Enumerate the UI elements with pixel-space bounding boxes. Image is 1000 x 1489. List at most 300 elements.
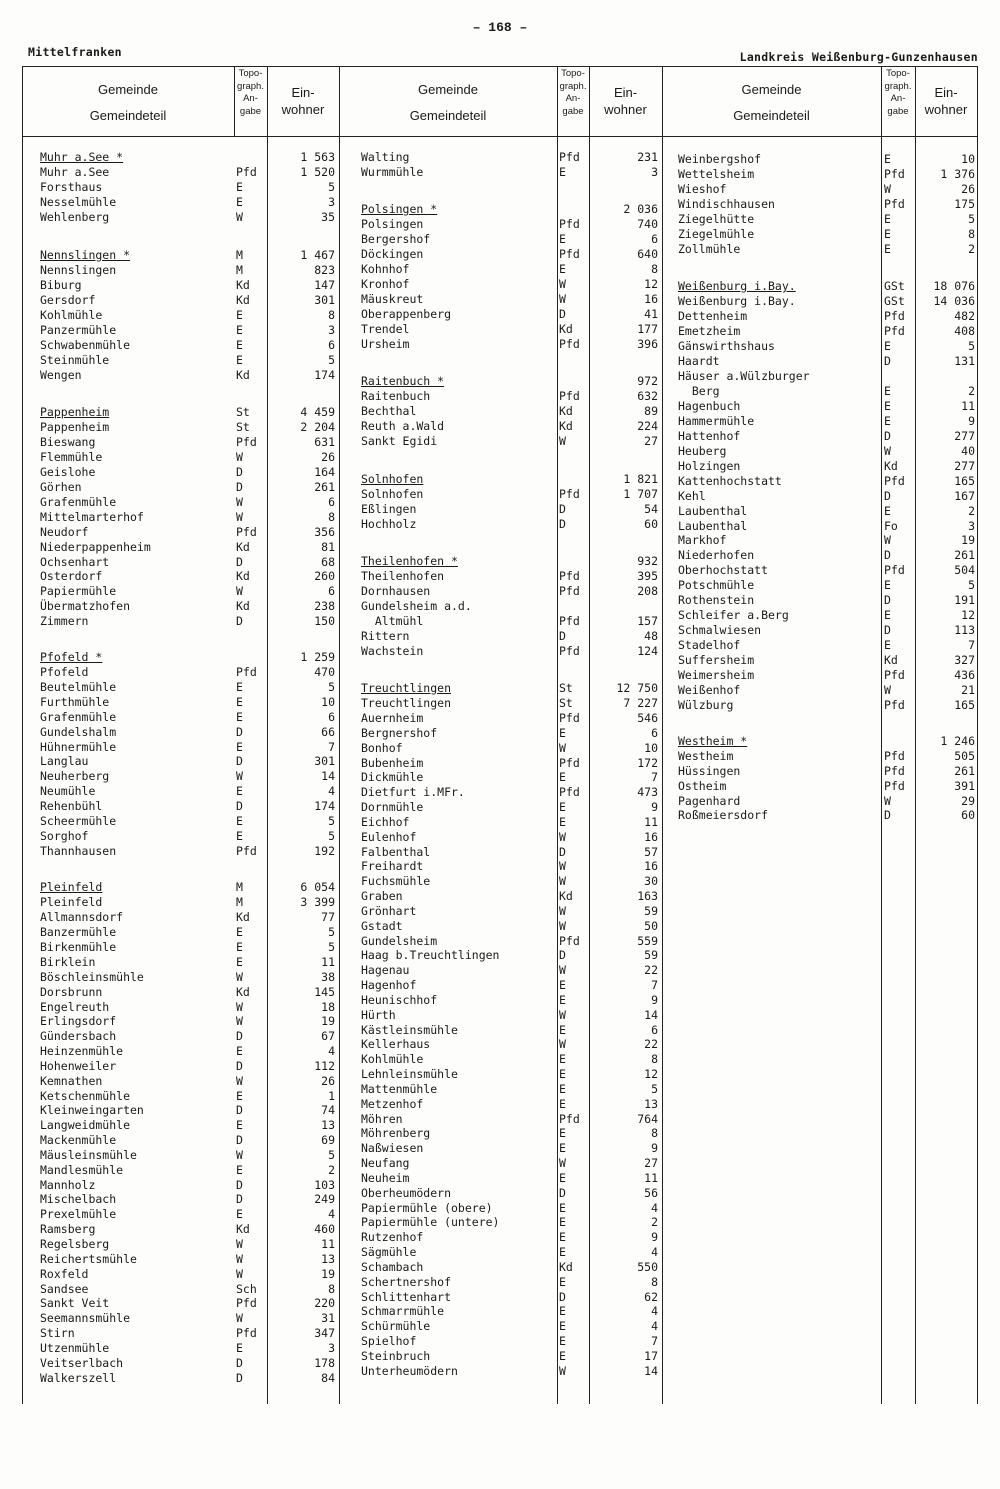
population-cell: 59	[644, 904, 658, 918]
topo-type-cell: Pfd	[236, 525, 257, 539]
population-cell: 301	[314, 293, 335, 307]
population-cell: 192	[314, 844, 335, 858]
gemeindeteil-name: Kemnathen	[40, 1074, 103, 1088]
population-cell: 4 459	[300, 405, 335, 419]
population-cell: 9	[651, 800, 658, 814]
gemeindeteil-name: Ketschenmühle	[40, 1089, 131, 1103]
topo-type-cell: D	[236, 465, 243, 479]
population-cell: 8	[328, 1282, 335, 1296]
population-cell: 31	[321, 1311, 335, 1325]
gemeindeteil-name: Dornhausen	[361, 584, 431, 598]
gemeindeteil-name: Schwabenmühle	[40, 338, 131, 352]
population-cell: 26	[961, 182, 975, 196]
gemeindeteil-name: Grafenmühle	[40, 710, 117, 724]
topo-type-cell: W	[236, 510, 243, 524]
gemeindeteil-name: Ursheim	[361, 337, 410, 351]
gemeinde-name: Pappenheim	[40, 405, 110, 419]
population-cell: 8	[968, 227, 975, 241]
topo-type-cell: W	[236, 1252, 243, 1266]
population-cell: 6	[651, 726, 658, 740]
population-cell: 4	[651, 1319, 658, 1333]
gemeindeteil-name: Ostheim	[678, 779, 727, 793]
population-cell: 5	[328, 829, 335, 843]
einwohner-line: Ein-	[291, 85, 315, 100]
topo-type-cell: Pfd	[559, 1112, 580, 1126]
topo-type-cell: Pfd	[884, 167, 905, 181]
gemeindeteil-name: Möhrenberg	[361, 1126, 431, 1140]
gemeindeteil-name: Lehnleinsmühle	[361, 1067, 458, 1081]
gemeindeteil-name: Steinbruch	[361, 1349, 431, 1363]
gemeinde-label: Gemeinde	[418, 82, 478, 97]
topo-type-cell: Pfd	[559, 785, 580, 799]
topo-line: An-	[565, 93, 581, 104]
topo-type-cell: Pfd	[559, 584, 580, 598]
population-cell: 2	[968, 242, 975, 256]
gemeindeteil-name: Stirn	[40, 1326, 75, 1340]
population-cell: 7 227	[623, 696, 658, 710]
population-cell: 1 520	[300, 165, 335, 179]
population-cell: 5	[328, 814, 335, 828]
gemeindeteil-name: Kronhof	[361, 277, 410, 291]
population-cell: 22	[644, 1037, 658, 1051]
topo-type-cell: M	[236, 895, 243, 909]
gemeindeteil-name: Dettenheim	[678, 309, 748, 323]
topo-type-cell: W	[559, 919, 566, 933]
topo-type-cell: E	[559, 1319, 566, 1333]
topo-type-cell: D	[236, 1059, 243, 1073]
population-cell: 482	[954, 309, 975, 323]
population-cell: 38	[321, 970, 335, 984]
topo-type-cell: D	[559, 629, 566, 643]
topo-type-cell: Pfd	[236, 435, 257, 449]
gemeindeteil-name: Seemannsmühle	[40, 1311, 131, 1325]
topo-type-cell: Pfd	[884, 197, 905, 211]
gemeindeteil-name: Theilenhofen	[361, 569, 445, 583]
gemeindeteil-name: Kellerhaus	[361, 1037, 431, 1051]
topo-type-cell: Pfd	[559, 389, 580, 403]
population-cell: 14	[644, 1008, 658, 1022]
topo-type-cell: D	[236, 555, 243, 569]
gemeindeteil-name: Furthmühle	[40, 695, 110, 709]
gemeindeteil-name: Schertnershof	[361, 1275, 452, 1289]
population-cell: 172	[637, 756, 658, 770]
topo-type-cell: E	[559, 1304, 566, 1318]
population-cell: 208	[637, 584, 658, 598]
gemeindeteil-name: Weißenburg i.Bay.	[678, 294, 796, 308]
topo-line: Topo-	[561, 68, 585, 79]
population-cell: 21	[961, 683, 975, 697]
population-cell: 224	[637, 419, 658, 433]
topo-line: graph.	[559, 80, 587, 92]
topo-type-cell: Pfd	[559, 150, 580, 164]
gemeindeteil-name: Hagenhof	[361, 978, 417, 992]
gemeindeteil-name: Flemmühle	[40, 450, 103, 464]
gemeindeteil-name: Schleifer a.Berg	[678, 608, 789, 622]
population-cell: 157	[637, 614, 658, 628]
gemeindeteil-name: Sandsee	[40, 1282, 89, 1296]
topo-type-cell: W	[236, 1311, 243, 1325]
topo-type-cell: W	[884, 794, 891, 808]
topo-type-cell: Pfd	[884, 749, 905, 763]
topo-type-cell: E	[559, 1334, 566, 1348]
topo-type-cell: W	[236, 495, 243, 509]
topo-type-cell: E	[884, 212, 891, 226]
population-cell: 504	[954, 563, 975, 577]
gemeindeteil-name: Altmühl	[361, 614, 424, 628]
gemeindeteil-name: Naßwiesen	[361, 1141, 424, 1155]
topo-type-cell: W	[559, 874, 566, 888]
gemeindeteil-name: Mäusleinsmühle	[40, 1148, 137, 1162]
topo-type-cell: D	[559, 307, 566, 321]
population-cell: 19	[321, 1267, 335, 1281]
topo-type-cell: W	[236, 1000, 243, 1014]
gemeindeteil-name: Döckingen	[361, 247, 424, 261]
topo-type-cell: E	[236, 1341, 243, 1355]
population-cell: 66	[321, 725, 335, 739]
topo-type-cell: D	[884, 593, 891, 607]
topo-type-cell: W	[236, 970, 243, 984]
topo-type-cell: Kd	[236, 368, 250, 382]
population-cell: 3 399	[300, 895, 335, 909]
gemeindeteil-label: Gemeindeteil	[733, 108, 810, 123]
topo-type-cell: Pfd	[236, 1326, 257, 1340]
population-cell: 238	[314, 599, 335, 613]
population-cell: 5	[328, 925, 335, 939]
gemeindeteil-name: Spielhof	[361, 1334, 417, 1348]
gemeindeteil-name: Oberheumödern	[361, 1186, 452, 1200]
topo-type-cell: W	[236, 1074, 243, 1088]
gemeindeteil-name: Bergnershof	[361, 726, 438, 740]
population-cell: 113	[954, 623, 975, 637]
col1-header-topo	[234, 66, 267, 136]
topo-type-cell: Pfd	[236, 1296, 257, 1310]
topo-type-cell: Kd	[559, 889, 573, 903]
gemeindeteil-name: Eichhof	[361, 815, 410, 829]
gemeindeteil-name: Grafenmühle	[40, 495, 117, 509]
population-cell: 19	[961, 533, 975, 547]
topo-type-cell: E	[559, 1097, 566, 1111]
population-cell: 68	[321, 555, 335, 569]
topo-type-cell: Kd	[236, 1222, 250, 1236]
topo-type-cell: D	[559, 845, 566, 859]
gemeindeteil-name: Birklein	[40, 955, 96, 969]
gemeindeteil-name: Neuherberg	[40, 769, 110, 783]
population-cell: 396	[637, 337, 658, 351]
population-cell: 13	[644, 1097, 658, 1111]
topo-type-cell: E	[559, 800, 566, 814]
gemeindeteil-name: Pappenheim	[40, 420, 110, 434]
topo-type-cell: D	[559, 1290, 566, 1304]
gemeindeteil-name: Gänswirthshaus	[678, 339, 775, 353]
page-number: – 168 –	[472, 20, 528, 35]
population-cell: 261	[314, 480, 335, 494]
topo-type-cell: Pfd	[559, 756, 580, 770]
population-cell: 8	[651, 1126, 658, 1140]
gemeinde-label: Gemeinde	[98, 82, 158, 97]
topo-type-cell: W	[559, 434, 566, 448]
population-cell: 395	[637, 569, 658, 583]
gemeindeteil-name: Hattenhof	[678, 429, 741, 443]
population-cell: 1 707	[623, 487, 658, 501]
topo-type-cell: St	[559, 681, 573, 695]
topo-type-cell: M	[236, 880, 243, 894]
population-cell: 5	[328, 680, 335, 694]
topo-type-cell: D	[559, 517, 566, 531]
population-cell: 7	[651, 770, 658, 784]
col2-header-einwohner	[589, 66, 662, 136]
topo-type-cell: E	[559, 978, 566, 992]
topo-type-cell: E	[884, 242, 891, 256]
population-cell: 8	[328, 308, 335, 322]
topo-type-cell: E	[236, 740, 243, 754]
topo-type-cell: E	[559, 993, 566, 1007]
topo-type-cell: Pfd	[559, 614, 580, 628]
topo-type-cell: W	[559, 1364, 566, 1378]
topo-line: gabe	[562, 105, 584, 117]
gemeindeteil-name: Pleinfeld	[40, 895, 103, 909]
gemeindeteil-name: Mannholz	[40, 1178, 96, 1192]
gemeindeteil-label: Gemeindeteil	[409, 108, 487, 123]
gemeindeteil-name: Mackenmühle	[40, 1133, 117, 1147]
topo-type-cell: W	[559, 1156, 566, 1170]
population-cell: 5	[328, 940, 335, 954]
population-cell: 178	[314, 1356, 335, 1370]
gemeindeteil-name: Rothenstein	[678, 593, 755, 607]
population-cell: 124	[637, 644, 658, 658]
population-cell: 74	[321, 1103, 335, 1117]
einwohner-line: Ein-	[934, 85, 958, 100]
population-cell: 2	[968, 504, 975, 518]
population-cell: 27	[644, 1156, 658, 1170]
topo-type-cell: Pfd	[884, 309, 905, 323]
gemeindeteil-name: Möhren	[361, 1112, 403, 1126]
gemeindeteil-name: Solnhofen	[361, 487, 424, 501]
topo-type-cell: D	[236, 1029, 243, 1043]
gemeindeteil-name: Metzenhof	[361, 1097, 424, 1111]
gemeinde-name: Pleinfeld	[40, 880, 103, 894]
gemeindeteil-name: Eßlingen	[361, 502, 417, 516]
population-cell: 932	[637, 554, 658, 568]
population-cell: 3	[328, 195, 335, 209]
population-cell: 18 076	[933, 279, 975, 293]
gemeindeteil-name: Muhr a.See	[40, 165, 110, 179]
population-cell: 391	[954, 779, 975, 793]
gemeindeteil-name: Sägmühle	[361, 1245, 417, 1259]
topo-type-cell: E	[884, 414, 891, 428]
topo-type-cell: E	[236, 180, 243, 194]
gemeindeteil-name: Stadelhof	[678, 638, 741, 652]
population-cell: 19	[321, 1014, 335, 1028]
gemeindeteil-name: Langweidmühle	[40, 1118, 131, 1132]
population-cell: 327	[954, 653, 975, 667]
population-cell: 16	[644, 830, 658, 844]
population-cell: 5	[651, 1082, 658, 1096]
gemeindeteil-name: Birkenmühle	[40, 940, 117, 954]
topo-type-cell: Kd	[236, 569, 250, 583]
gemeindeteil-name: Gersdorf	[40, 293, 96, 307]
gemeindeteil-name: Schürmühle	[361, 1319, 431, 1333]
population-cell: 460	[314, 1222, 335, 1236]
population-cell: 2	[651, 1215, 658, 1229]
topo-type-cell: Kd	[559, 404, 573, 418]
gemeindeteil-name: Kohlmühle	[40, 308, 103, 322]
population-cell: 5	[328, 180, 335, 194]
gemeindeteil-name: Hühnermühle	[40, 740, 117, 754]
topo-type-cell: E	[559, 1215, 566, 1229]
gemeindeteil-name: Biburg	[40, 278, 82, 292]
topo-type-cell: St	[236, 420, 250, 434]
population-cell: 6	[328, 710, 335, 724]
topo-type-cell: E	[884, 638, 891, 652]
gemeindeteil-name: Niederhofen	[678, 548, 755, 562]
gemeinde-name: Raitenbuch *	[361, 374, 445, 388]
topo-type-cell: Pfd	[236, 165, 257, 179]
gemeindeteil-name: Weißenhof	[678, 683, 741, 697]
gemeindeteil-name: Raitenbuch	[361, 389, 431, 403]
topo-type-cell: W	[559, 830, 566, 844]
gemeindeteil-name: Oberappenberg	[361, 307, 452, 321]
population-cell: 4	[651, 1245, 658, 1259]
topo-type-cell: E	[236, 925, 243, 939]
gemeindeteil-name: Panzermühle	[40, 323, 117, 337]
population-cell: 62	[644, 1290, 658, 1304]
topo-type-cell: E	[559, 165, 566, 179]
topo-type-cell: E	[236, 1163, 243, 1177]
gemeindeteil-name: Regelsberg	[40, 1237, 110, 1251]
gemeindeteil-name: Emetzheim	[678, 324, 741, 338]
gemeindeteil-name: Papiermühle	[40, 584, 117, 598]
topo-type-cell: D	[884, 429, 891, 443]
population-cell: 8	[651, 1275, 658, 1289]
gemeindeteil-name: Beutelmühle	[40, 680, 117, 694]
topo-type-cell: Pfd	[559, 217, 580, 231]
population-cell: 26	[321, 1074, 335, 1088]
population-cell: 473	[637, 785, 658, 799]
topo-type-cell: W	[559, 1037, 566, 1051]
gemeindeteil-name: Holzingen	[678, 459, 741, 473]
gemeindeteil-name: Bergershof	[361, 232, 431, 246]
gemeinde-name: Theilenhofen *	[361, 554, 458, 568]
population-cell: 14	[321, 769, 335, 783]
gemeindeteil-name: Neufang	[361, 1156, 410, 1170]
gemeindeteil-label: Gemeindeteil	[89, 108, 167, 123]
population-cell: 165	[954, 474, 975, 488]
topo-type-cell: Kd	[236, 278, 250, 292]
topo-type-cell: Sch	[236, 1282, 257, 1296]
population-cell: 1 467	[300, 248, 335, 262]
gemeindeteil-name: Rehenbühl	[40, 799, 103, 813]
topo-type-cell: D	[236, 614, 243, 628]
population-cell: 147	[314, 278, 335, 292]
topo-line: Topo-	[238, 68, 263, 79]
gemeindeteil-name: Nesselmühle	[40, 195, 117, 209]
topo-type-cell: Pfd	[884, 764, 905, 778]
col2-header-gemeinde	[339, 66, 557, 136]
topo-type-cell: W	[236, 210, 243, 224]
population-cell: 14	[644, 1364, 658, 1378]
population-cell: 559	[637, 934, 658, 948]
population-cell: 11	[321, 1237, 335, 1251]
topo-type-cell: St	[236, 405, 250, 419]
topo-type-cell: E	[236, 1207, 243, 1221]
population-cell: 6	[328, 584, 335, 598]
einwohner-line: wohner	[604, 102, 647, 117]
gemeindeteil-name: Neudorf	[40, 525, 89, 539]
gemeindeteil-name: Falbenthal	[361, 845, 431, 859]
table-right-border	[977, 66, 978, 1404]
topo-type-cell: W	[559, 277, 566, 291]
topo-line: gabe	[239, 105, 262, 117]
gemeinde-name: Pfofeld *	[40, 650, 103, 664]
topo-type-cell: E	[236, 195, 243, 209]
gemeindeteil-name: Engelreuth	[40, 1000, 110, 1014]
population-cell: 220	[314, 1296, 335, 1310]
gemeindeteil-name: Haag b.Treuchtlingen	[361, 948, 500, 962]
population-cell: 12	[644, 1067, 658, 1081]
topo-type-cell: E	[236, 940, 243, 954]
population-cell: 1 821	[623, 472, 658, 486]
gemeindeteil-name: Wurmmühle	[361, 165, 424, 179]
topo-type-cell: E	[884, 504, 891, 518]
topo-type-cell: Kd	[884, 653, 898, 667]
topo-type-cell: E	[559, 1275, 566, 1289]
population-cell: 69	[321, 1133, 335, 1147]
gemeindeteil-name: Windischhausen	[678, 197, 775, 211]
gemeindeteil-name: Kleinweingarten	[40, 1103, 144, 1117]
topo-type-cell: W	[559, 904, 566, 918]
gemeindeteil-name: Ziegelhütte	[678, 212, 755, 226]
gemeindeteil-name: Gündersbach	[40, 1029, 117, 1043]
population-cell: 17	[644, 1349, 658, 1363]
topo-type-cell: E	[236, 1089, 243, 1103]
population-cell: 56	[644, 1186, 658, 1200]
population-cell: 4	[328, 784, 335, 798]
gemeindeteil-name: Bubenheim	[361, 756, 424, 770]
population-cell: 231	[637, 150, 658, 164]
topo-type-cell: W	[884, 182, 891, 196]
gemeindeteil-name: Heunischhof	[361, 993, 438, 1007]
topo-type-cell: Pfd	[559, 247, 580, 261]
population-cell: 77	[321, 910, 335, 924]
gemeindeteil-name: Mittelmarterhof	[40, 510, 144, 524]
gemeindeteil-name: Osterdorf	[40, 569, 103, 583]
gemeindeteil-name: Mattenmühle	[361, 1082, 438, 1096]
topo-type-cell: D	[236, 1356, 243, 1370]
col2-topo-rule	[557, 66, 558, 1404]
topo-type-cell: E	[884, 339, 891, 353]
gemeindeteil-name: Häuser a.Wülzburger	[678, 369, 810, 383]
topo-type-cell: D	[236, 725, 243, 739]
population-cell: 11	[644, 1171, 658, 1185]
gemeindeteil-name: Weimersheim	[678, 668, 755, 682]
population-cell: 7	[328, 740, 335, 754]
topo-type-cell: E	[236, 353, 243, 367]
topo-type-cell: M	[236, 263, 243, 277]
population-cell: 7	[651, 1334, 658, 1348]
einwohner-line: Ein-	[613, 85, 638, 100]
population-cell: 8	[651, 262, 658, 276]
topo-type-cell: E	[884, 399, 891, 413]
population-cell: 301	[314, 754, 335, 768]
gemeindeteil-name: Dornmühle	[361, 800, 424, 814]
gemeindeteil-name: Bonhof	[361, 741, 403, 755]
population-cell: 7	[968, 638, 975, 652]
population-cell: 40	[961, 444, 975, 458]
district-header: Landkreis Weißenburg-Gunzenhausen	[739, 50, 978, 64]
topo-type-cell: W	[884, 533, 891, 547]
gemeindeteil-name: Rittern	[361, 629, 410, 643]
topo-type-cell: GSt	[884, 294, 905, 308]
